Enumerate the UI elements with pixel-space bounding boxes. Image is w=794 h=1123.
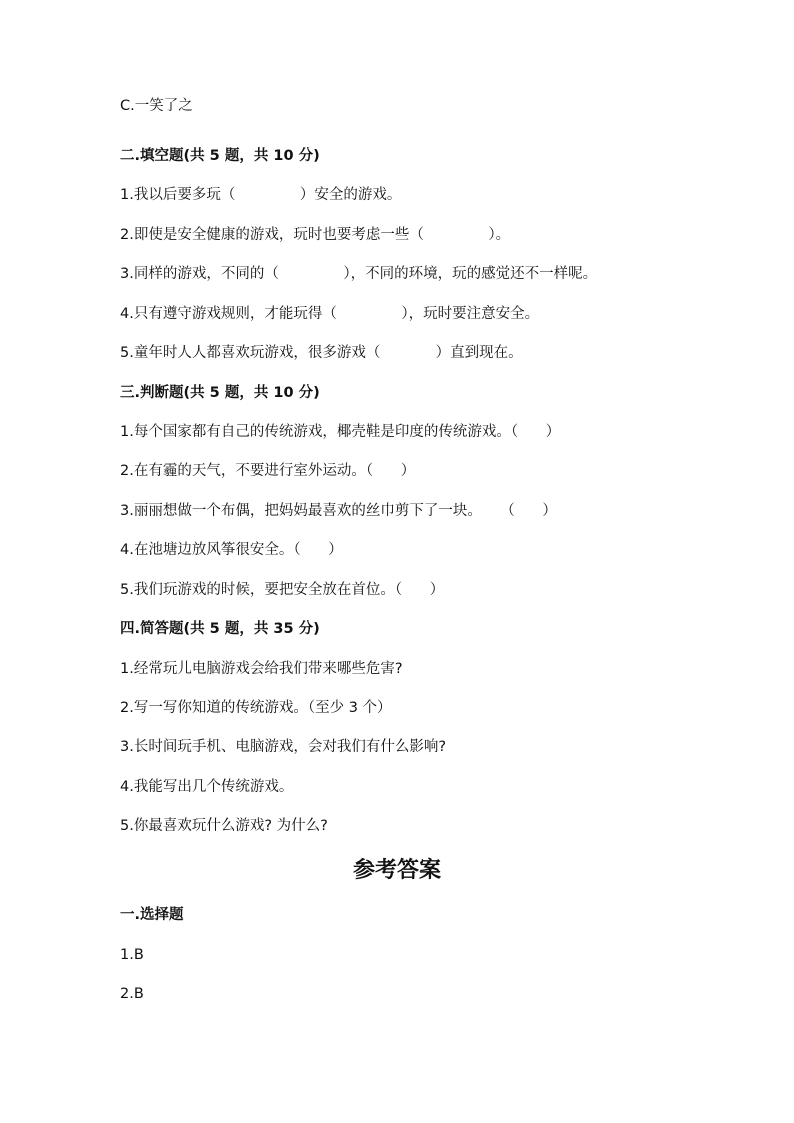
answer-key-title: 参考答案 [352, 858, 441, 883]
answer-2: 2.B [120, 986, 144, 1002]
short-answer-question-3: 3.长时间玩手机、电脑游戏，会对我们有什么影响? [120, 739, 447, 755]
section-short-answer-heading: 四.简答题(共 5 题，共 35 分) [120, 621, 320, 637]
fill-blank-question-5: 5.童年时人人都喜欢玩游戏，很多游戏（ ）直到现在。 [120, 345, 523, 361]
true-false-question-3: 3.丽丽想做一个布偶，把妈妈最喜欢的丝巾剪下了一块。 （ ） [120, 503, 557, 519]
true-false-question-4: 4.在池塘边放风筝很安全。（ ） [120, 542, 343, 558]
option-c: C.一笑了之 [120, 98, 193, 114]
fill-blank-question-2: 2.即使是安全健康的游戏，玩时也要考虑一些（ ）。 [120, 227, 511, 243]
fill-blank-question-3: 3.同样的游戏，不同的（ ），不同的环境，玩的感觉还不一样呢。 [120, 266, 598, 282]
short-answer-question-2: 2.写一写你知道的传统游戏。（至少 3 个） [120, 700, 392, 716]
fill-blank-question-1: 1.我以后要多玩（ ）安全的游戏。 [120, 187, 402, 203]
true-false-question-2: 2.在有霾的天气，不要进行室外运动。（ ） [120, 463, 416, 479]
short-answer-question-1: 1.经常玩儿电脑游戏会给我们带来哪些危害? [120, 661, 403, 677]
section-fill-blank-heading: 二.填空题(共 5 题，共 10 分) [120, 148, 320, 164]
section-true-false-heading: 三.判断题(共 5 题，共 10 分) [120, 385, 320, 401]
short-answer-question-5: 5.你最喜欢玩什么游戏? 为什么? [120, 818, 328, 834]
true-false-question-1: 1.每个国家都有自己的传统游戏，椰壳鞋是印度的传统游戏。（ ） [120, 424, 561, 440]
answer-1: 1.B [120, 947, 144, 963]
fill-blank-question-4: 4.只有遵守游戏规则，才能玩得（ ），玩时要注意安全。 [120, 306, 540, 322]
answer-section-choice-heading: 一.选择题 [120, 907, 184, 923]
short-answer-question-4: 4.我能写出几个传统游戏。 [120, 779, 294, 795]
true-false-question-5: 5.我们玩游戏的时候，要把安全放在首位。（ ） [120, 582, 445, 598]
